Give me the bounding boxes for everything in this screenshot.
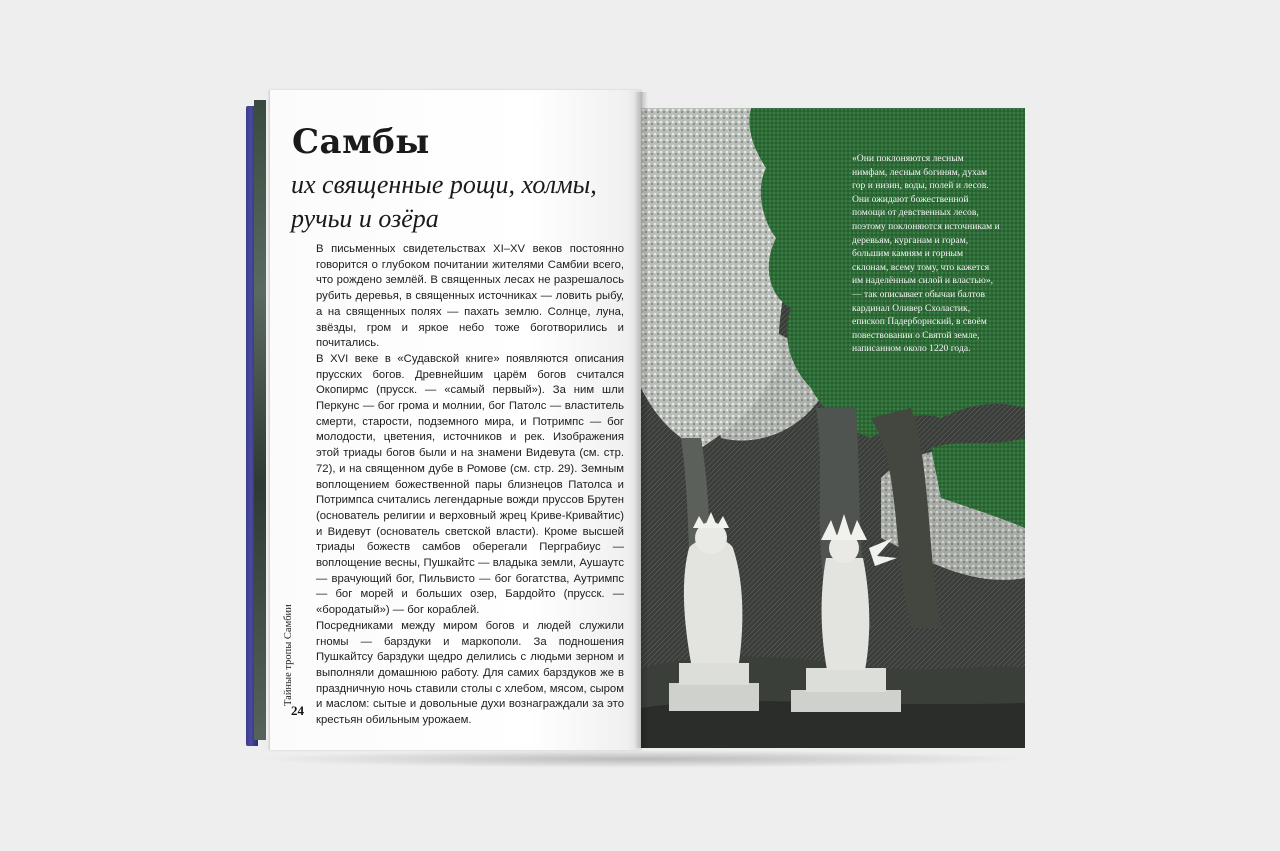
chapter-title: Самбы (292, 122, 430, 162)
paragraph: В XVI веке в «Судавской книге» появляются описания прусских богов. Древнейшим царём богов считался Окопирмс (прусск. — «самый первый»). За ним шли Перкунс — бог грома и молнии, бог Патолс — властитель смерти, старости, подземного мира, и Потримпс — бог молодости, цветения, источников и рек. Изображения этой триады богов были и на знамени Видевута (см. стр. 72), и на священном дубе в Ромове (см. стр. 29). Земным воплощением божественной пары близнецов Патолса и Потримпса считались легендарные вожди пруссов Брутен (основатель религии и верховный жрец Криве-Кривайтис) и Видевут (основатель светской власти). Кроме высшей триады божеств самбов оберегали Перграбиус — воплощение весны, Пушкайтс — владыка земли, Аушаутс — врачующий бог, Пильвисто — бог богатства, Аутримпс — бог морей и больших озер, Бардойто (прусск. — «бородатый») — бог кораблей. (316, 352, 624, 617)
paragraph: В письменных свидетельствах XI–XV веков постоянно говорится о глубоком почитании жителями Самбии всего, что рождено землёй. В священных лесах не разрешалось рубить деревья, в священных источниках — ловить рыбу, а на священных полях — пахать землю. Солнце, луна, звёзды, гром и яркое небо тоже боготворились и почитались. (316, 243, 624, 350)
paragraph: Посредниками между миром богов и людей служили гномы — барздуки и маркополи. За подношения Пушкайтсу барздуки щедро делились с людьми зерном и выполняли домашнюю работу. Для самих барздуков же в праздничную ночь ставили столы с хлебом, мясом, сыром и маслом: сытые и довольные духи вознаграждали за это крестьян обильным урожаем. (316, 619, 624, 727)
quote-text: «Они поклоняются лесным нимфам, лесным богиням, духам гор и низин, воды, полей и лесов. Они ожидают божественной помощи от девственных лесов, поэтому поклоняются источникам и деревьям, курганам и горам, большим камням и горным склонам, всему тому, что кажется им наделённым силой и властью», — так описывает обычаи балтов кардинал Оливер Схоластик, епископ Падерборнский, в своём повествовании о Святой земле, написанном около 1220 года. (852, 153, 1000, 355)
quote-block (852, 152, 1000, 356)
book-page-block-edge (254, 100, 266, 740)
book-shadow (252, 750, 1032, 768)
chapter-subtitle: их священные рощи, холмы, ручьи и озёра (291, 170, 597, 233)
running-head: Тайные тропы Самбии (283, 604, 294, 706)
page-number: 24 (291, 703, 304, 718)
body-text (316, 242, 624, 729)
